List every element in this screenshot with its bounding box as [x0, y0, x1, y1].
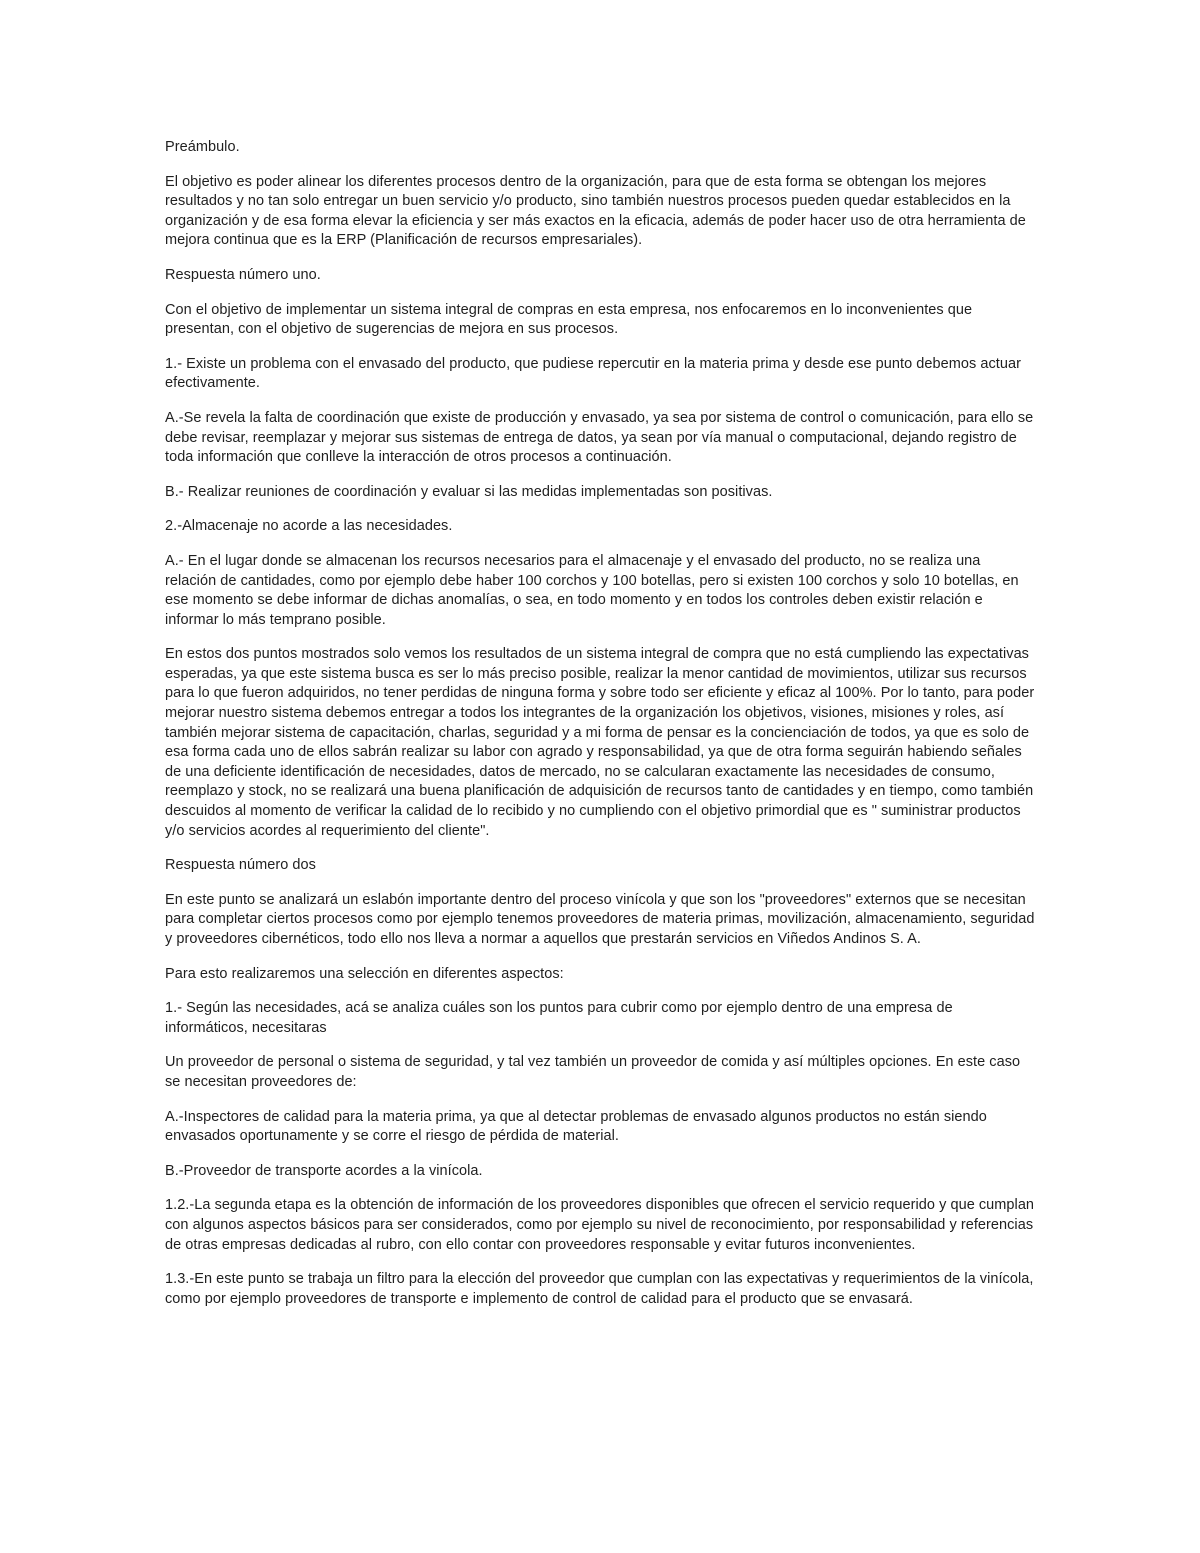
- paragraph-point-2a: A.- En el lugar donde se almacenan los recursos necesarios para el almacenaje y el envasado del producto, no se realiza una relación de cantidades, como por ejemplo debe haber 100 corchos y 100 botellas, pero si existen 100 corchos y solo 10 botellas, en ese momento se debe informar de dichas anomalías, o sea, en todo momento y en todos los controles deben existir relación e informar lo más temprano posible.: [165, 552, 1019, 628]
- paragraph-point-1: 1.- Existe un problema con el envasado del producto, que pudiese repercutir en la materia prima y desde ese punto debemos actuar efectivamente.: [165, 355, 1021, 392]
- heading-preambulo: Preámbulo.: [165, 139, 240, 155]
- paragraph-step-1a: A.-Inspectores de calidad para la materia prima, ya que al detectar problemas de envasado algunos productos no están siendo envasados oportunamente y se corre el riesgo de pérdida de material.: [165, 1108, 987, 1145]
- paragraph-point-2: 2.-Almacenaje no acorde a las necesidades.: [165, 518, 453, 535]
- paragraph-step-1-3: 1.3.-En este punto se trabaja un filtro para la elección del proveedor que cumplan con las expectativas y requerimientos de la vinícola, como por ejemplo proveedores de transporte e implemento de control de calidad para el producto que se envasará.: [165, 1271, 1034, 1307]
- paragraph-objetivo: El objetivo es poder alinear los diferentes procesos dentro de la organización, para que de esta forma se obtengan los mejores resultados y no tan solo entregar un buen servicio y/o producto, sino también nuestros procesos pueden quedar establecidos en la organización y de esa forma elevar la eficiencia y ser más exactos en la eficacia, además de poder hacer uso de otra herramienta de mejora continua que es la ERP (Planificación de recursos empresariales).: [165, 173, 1026, 249]
- paragraph-intro-compras: Con el objetivo de implementar un sistema integral de compras en esta empresa, nos enfocaremos en lo inconvenientes que presentan, con el objetivo de sugerencias de mejora en sus procesos.: [165, 301, 973, 338]
- paragraph-step-1b: B.-Proveedor de transporte acordes a la vinícola.: [165, 1162, 483, 1179]
- paragraph-proveedor-personal: Un proveedor de personal o sistema de seguridad, y tal vez también un proveedor de comida y así múltiples opciones. En este caso se necesitan proveedores de:: [165, 1054, 1021, 1090]
- heading-respuesta-dos: Respuesta número dos: [165, 857, 316, 874]
- paragraph-step-1: 1.- Según las necesidades, acá se analiza cuáles son los puntos para cubrir como por ejemplo dentro de una empresa de informáticos, necesitaras: [165, 1000, 953, 1036]
- paragraph-seleccion: Para esto realizaremos una selección en diferentes aspectos:: [165, 965, 564, 982]
- paragraph-step-1-2: 1.2.-La segunda etapa es la obtención de información de los proveedores disponibles que ofrecen el servicio requerido y que cumplan con algunos aspectos básicos para ser considerados, como por ejemplo su nivel de reconocimiento, por responsabilidad y referencias de otras empresas dedicadas al rubro, con ello contar con proveedores responsable y evitar futuros inconvenientes.: [165, 1197, 1035, 1253]
- paragraph-proveedores-intro: En este punto se analizará un eslabón importante dentro del proceso vinícola y que son los "proveedores" externos que se necesitan para completar ciertos procesos como por ejemplo tenemos proveedores de materia primas, movilización, almacenamiento, seguridad y proveedores cibernéticos, todo ello nos lleva a normar a aquellos que prestarán servicios en Viñedos Andinos S. A.: [165, 891, 1035, 947]
- paragraph-point-1a: A.-Se revela la falta de coordinación que existe de producción y envasado, ya sea por sistema de control o comunicación, para ello se debe revisar, reemplazar y mejorar sus sistemas de entrega de datos, ya sean por vía manual o computacional, dejando registro de toda información que conlleve la interacción de otros procesos a continuación.: [165, 409, 1034, 466]
- paragraph-conclusion-uno: En estos dos puntos mostrados solo vemos los resultados de un sistema integral de compra que no está cumpliendo las expectativas esperadas, ya que este sistema busca es ser lo más preciso posible, realizar la menor cantidad de movimientos, utilizar sus recursos para lo que fueron adquiridos, no tener perdidas de ninguna forma y sobre todo ser eficiente y eficaz al 100%. Por lo tanto, para poder mejorar nuestro sistema debemos entregar a todos los integrantes de la organización los objetivos, visiones, misiones y roles, así también mejorar sistema de capacitación, charlas, seguridad y a mi forma de pensar es la concienciación de todos, ya que es solo de esa forma cada uno de ellos sabrán realizar su labor con agrado y responsabilidad, ya que de otra forma seguirán habiendo señales de una deficiente identificación de necesidades, datos de mercado, no se calcularan exactamente las necesidades de consumo, reemplazo y stock, no se realizará una buena planificación de adquisición de recursos tanto de cantidades y en tiempo, como también descuidos al momento de verificar la calidad de lo recibido y no cumpliendo con el objetivo primordial que es " suministrar productos y/o servicios acordes al requerimiento del cliente".: [165, 646, 1035, 839]
- document-page: [165, 138, 1035, 1324]
- paragraph-point-1b: B.- Realizar reuniones de coordinación y evaluar si las medidas implementadas son positivas.: [165, 483, 773, 500]
- heading-respuesta-uno: Respuesta número uno.: [165, 266, 321, 283]
